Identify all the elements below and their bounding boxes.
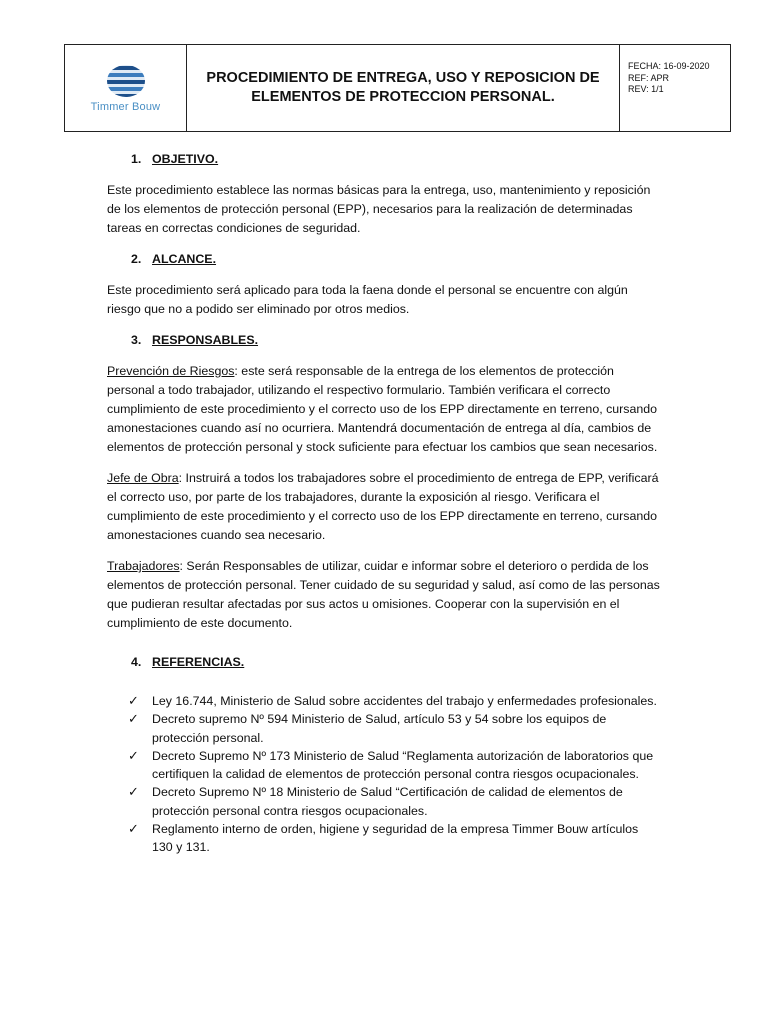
section-number: 3. — [131, 333, 142, 347]
section-heading-alcance — [131, 250, 662, 269]
check-icon: ✓ — [128, 784, 139, 800]
prevencion-text: : este será responsable de la entrega de los elementos de protección personal a todo trabajador, utilizando el respectivo formulario. También verificara el correcto cumplimiento de este procedimiento y el correcto uso de los EPP directamente en terreno, cursando amonestaciones cuando así no ocurriera. Mantendrá documentación de entrega al día, cambios de elementos de protección personal y stock suficiente para efectuar los cambios que sean necesarios. — [107, 364, 658, 454]
jefe-paragraph — [107, 469, 662, 545]
meta-fecha: FECHA: 16-09-2020 — [628, 61, 710, 71]
references-list — [107, 692, 662, 857]
title-line-1: PROCEDIMIENTO DE ENTREGA, USO Y REPOSICION DE — [206, 70, 600, 86]
objetivo-text: Este procedimiento establece las normas básicas para la entrega, uso, mantenimiento y reposición de los elementos de protección personal (EPP), necesarios para la realización de determinadas tareas en correctas condiciones de seguridad. — [107, 183, 651, 235]
jefe-term: Jefe de Obra — [107, 471, 179, 485]
document-meta — [620, 45, 730, 131]
check-icon: ✓ — [128, 821, 139, 837]
section-title: RESPONSABLES. — [152, 333, 259, 347]
meta-rev: REV: 1/1 — [628, 84, 664, 94]
document-body — [107, 150, 662, 857]
section-heading-responsables — [131, 331, 662, 350]
prevencion-paragraph — [107, 362, 662, 457]
list-item: ✓ Ley 16.744, Ministerio de Salud sobre accidentes del trabajo y enfermedades profesionales. — [107, 692, 662, 710]
list-item: ✓ Decreto Supremo Nº 173 Ministerio de Salud “Reglamenta autorización de laboratorios que certifiquen la calidad de elementos de protección personal contra riesgos ocupacionales. — [128, 747, 654, 782]
globe-logo-icon — [104, 63, 148, 99]
meta-ref: REF: APR — [628, 72, 670, 83]
prevencion-term: Prevención de Riesgos — [107, 364, 235, 378]
jefe-text: : Instruirá a todos los trabajadores sobre el procedimiento de entrega de EPP, verificará el correcto uso, por parte de los trabajadores, durante la exposición al riesgo. Verificara el cumplimiento de este procedimiento y el correcto uso de los EPP directamente en terreno, cursando amonestaciones cuando sea necesario. — [107, 471, 659, 542]
list-item: ✓ Decreto Supremo Nº 18 Ministerio de Salud “Certificación de calidad de elementos de protección personal contra riesgos ocupacionales. — [128, 784, 623, 818]
section-title: OBJETIVO. — [152, 152, 219, 166]
trabajadores-term: Trabajadores — [107, 559, 180, 573]
check-icon: ✓ — [128, 747, 139, 763]
check-icon: ✓ — [128, 693, 139, 708]
list-item: ✓ Decreto supremo Nº 594 Ministerio de Salud, artículo 53 y 54 sobre los equipos de protección personal. — [128, 711, 607, 745]
section-number: 4. — [131, 655, 142, 669]
section-heading-objetivo — [131, 150, 662, 169]
section-number: 2. — [131, 252, 142, 266]
logo-text: Timmer Bouw — [90, 101, 161, 113]
section-title: REFERENCIAS. — [152, 655, 245, 669]
logo-cell — [65, 45, 187, 131]
title-line-2: ELEMENTOS DE PROTECCION PERSONAL. — [251, 89, 555, 105]
section-title: ALCANCE. — [152, 252, 217, 266]
document-title — [187, 45, 620, 131]
check-icon: ✓ — [128, 711, 139, 727]
list-item: ✓ Reglamento interno de orden, higiene y seguridad de la empresa Timmer Bouw artículos 130 y 131. — [128, 821, 639, 855]
trabajadores-text: : Serán Responsables de utilizar, cuidar e informar sobre el deterioro o perdida de los elementos de protección personal. Tener cuidado de su seguridad y salud, así como de las personas que pudieran resultar afectadas por sus actos u omisiones. Cooperar con la supervisión en el cumplimiento de este documento. — [107, 559, 660, 630]
alcance-text: Este procedimiento será aplicado para toda la faena donde el personal se encuentre con algún riesgo que no a podido ser eliminado por otros medios. — [107, 283, 628, 316]
section-number: 1. — [131, 152, 142, 166]
document-header — [64, 44, 731, 132]
trabajadores-paragraph — [107, 557, 662, 633]
section-heading-referencias — [131, 653, 662, 672]
